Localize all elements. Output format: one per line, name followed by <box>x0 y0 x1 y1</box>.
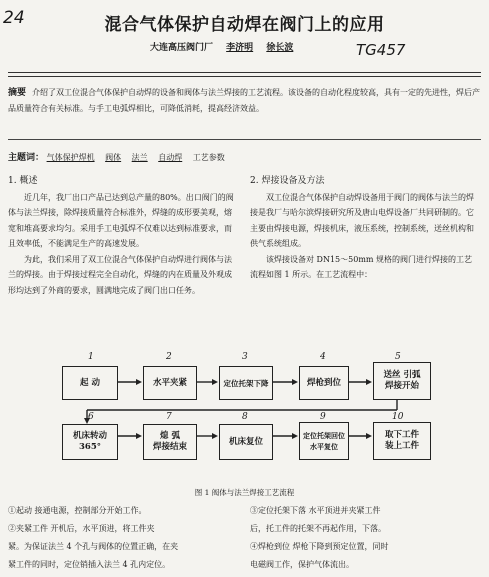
step-number: 10 <box>392 412 404 422</box>
keyword-5: 工艺参数 <box>192 153 225 162</box>
abstract <box>8 85 481 117</box>
section-1-heading: 1. 概述 <box>8 176 38 186</box>
step-number: 9 <box>320 412 326 422</box>
step-line: ①起动 接通电源，控制部分开始工作。 <box>8 506 147 515</box>
flow-step-arc-start: 送丝 引弧 焊接开始 <box>373 362 431 400</box>
section-2-heading: 2. 焊接设备及方法 <box>250 176 325 186</box>
step-line: 电磁阀工作，保护气体流出。 <box>250 560 354 569</box>
affiliation: 大连高压阀门厂 <box>150 43 214 53</box>
step-number: 1 <box>88 352 94 362</box>
top-divider-2 <box>8 76 481 77</box>
author-1: 李济明 <box>226 43 254 53</box>
abstract-label: 摘要 <box>8 88 27 98</box>
process-flow-diagram <box>62 352 446 468</box>
keyword-1: 气体保护焊机 <box>46 153 95 162</box>
step-line: ②夹紧工件 开机后，水平顶进，将工件夹 <box>8 524 155 533</box>
byline <box>150 40 303 53</box>
keyword-2: 阀体 <box>105 153 122 162</box>
flow-step-rotate: 机床转动 365° <box>62 424 118 460</box>
step-line: 后，托工件的托架不再起作用，下落。 <box>250 524 386 533</box>
step-line: 紧。为保证法兰 4 个孔与阀体的位置正确，在夹 <box>8 542 179 551</box>
flow-step-clamp: 水平夹紧 <box>143 366 197 400</box>
step-line: ④焊枪到位 焊枪下降到预定位置，同时 <box>250 542 389 551</box>
section-2-paragraph: 该焊接设备对 DN15～50mm 规格的阀门进行焊接的工艺流程如图 1 所示。在工艺流程中： <box>250 254 473 279</box>
step-number: 4 <box>320 352 326 362</box>
keywords: 主题词： 气体保护焊机 阀体 法兰 自动焊 工艺参数 <box>8 153 225 163</box>
steps-right <box>250 502 482 574</box>
step-number: 5 <box>395 352 401 362</box>
article-title: 混合气体保护自动焊在阀门上的应用 <box>104 15 385 35</box>
page-number: 24 <box>3 8 25 28</box>
section-1-paragraph: 近几年，我厂出口产品已达到总产量的80%。出口阀门的阀体与法兰焊接，除焊接质量符合标准外，焊缝的成形要美观，熔宽和堆高要求均匀。采用手工电弧焊不仅难以达到标准要求，而且效率低，不能满足生产的高速发展。 <box>8 192 234 248</box>
top-divider <box>8 72 481 73</box>
abstract-divider <box>8 139 481 140</box>
flow-step-bracket-return: 定位托架回位 水平复位 <box>299 422 349 460</box>
author-2: 徐长波 <box>266 43 294 53</box>
steps-left <box>8 502 244 574</box>
step-line: ③定位托架下落 水平顶进并夹紧工件 <box>250 506 381 515</box>
abstract-text: 介绍了双工位混合气体保护自动焊的设备和阀体与法兰焊接的工艺流程。该设备的自动化程度较高，具有一定的先进性，焊后产品质量符合有关标准。与手工电弧焊相比，可降低消耗，提高经济效益。 <box>8 88 481 113</box>
step-number: 2 <box>166 352 172 362</box>
keywords-label: 主题词 <box>8 153 36 163</box>
step-number: 8 <box>242 412 248 422</box>
section-2-paragraph: 双工位混合气体保护自动焊设备用于阀门的阀体与法兰的焊接是我厂与哈尔滨焊接研究所及唐山电焊设备厂共同研制的。它主要由焊接电源，焊接机床，液压系统，控制系统，送丝机构和供气系统组成。 <box>250 192 474 248</box>
keyword-4: 自动焊 <box>158 153 183 162</box>
step-line: 紧工件的同时，定位销插入法兰 4 孔内定位。 <box>8 560 171 569</box>
flow-step-start: 起 动 <box>62 366 118 400</box>
step-number: 3 <box>242 352 248 362</box>
handwritten-classification-code: TG457 <box>356 41 406 59</box>
figure-caption: 图 1 阀体与法兰焊接工艺流程 <box>194 488 295 497</box>
step-number: 7 <box>166 412 172 422</box>
section-1-paragraph: 为此，我们采用了双工位混合气体保护自动焊进行阀体与法兰的焊接。由于焊接过程完全自动化，焊缝的内在质量及外观成形均达到了外商的要求，圆满地完成了阀门出口任务。 <box>8 254 232 295</box>
column-left <box>8 174 236 298</box>
flow-step-reset: 机床复位 <box>219 424 273 460</box>
step-number: 6 <box>88 412 94 422</box>
flow-step-swap-workpiece: 取下工件 装上工件 <box>373 422 431 460</box>
flow-step-torch-position: 焊枪到位 <box>299 366 349 400</box>
flow-step-arc-end: 熄 弧 焊接结束 <box>143 424 197 460</box>
flow-step-bracket-lower: 定位托架下降 <box>219 366 273 400</box>
keyword-3: 法兰 <box>131 153 148 162</box>
column-right <box>250 174 478 283</box>
